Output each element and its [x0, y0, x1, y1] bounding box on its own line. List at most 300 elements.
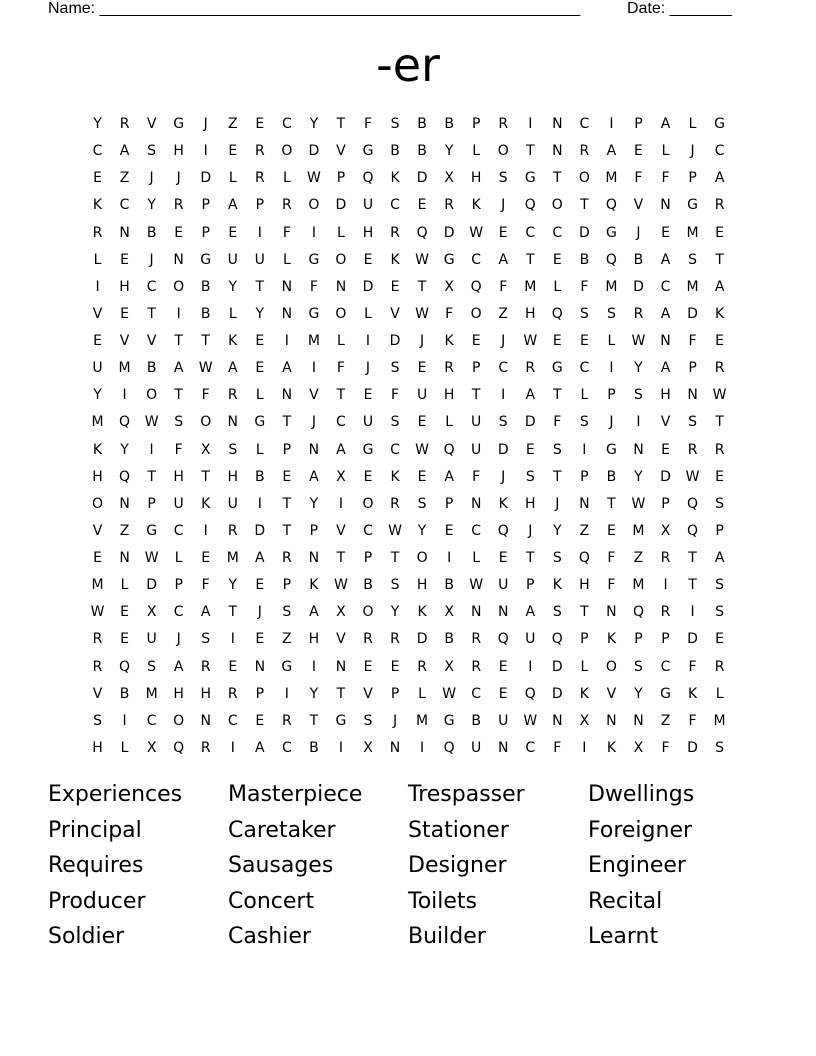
- grid-letter[interactable]: U: [416, 387, 428, 404]
- grid-letter[interactable]: Z: [660, 712, 671, 729]
- grid-letter[interactable]: A: [309, 604, 319, 621]
- grid-letter[interactable]: W: [523, 712, 538, 729]
- grid-letter[interactable]: L: [472, 550, 481, 566]
- grid-letter[interactable]: V: [660, 414, 671, 431]
- grid-letter[interactable]: M: [118, 360, 131, 377]
- grid-letter[interactable]: X: [146, 604, 157, 621]
- grid-letter[interactable]: Z: [579, 522, 590, 539]
- grid-letter[interactable]: T: [525, 550, 535, 566]
- grid-letter[interactable]: N: [281, 305, 293, 322]
- grid-letter[interactable]: Q: [497, 631, 509, 648]
- grid-letter[interactable]: E: [498, 658, 508, 675]
- grid-letter[interactable]: A: [255, 739, 265, 756]
- grid-letter[interactable]: C: [336, 414, 346, 431]
- grid-letter[interactable]: W: [442, 685, 457, 702]
- grid-letter[interactable]: P: [607, 387, 616, 404]
- grid-letter[interactable]: E: [498, 685, 508, 702]
- grid-letter[interactable]: K: [92, 441, 103, 458]
- grid-letter[interactable]: R: [660, 550, 671, 566]
- grid-letter[interactable]: Y: [228, 577, 238, 594]
- grid-letter[interactable]: E: [715, 468, 725, 485]
- grid-letter[interactable]: E: [579, 333, 589, 349]
- grid-letter[interactable]: G: [605, 224, 617, 241]
- grid-letter[interactable]: Z: [119, 170, 130, 187]
- grid-letter[interactable]: E: [417, 414, 427, 431]
- grid-letter[interactable]: C: [281, 739, 292, 756]
- grid-letter[interactable]: V: [92, 685, 103, 702]
- grid-letter[interactable]: A: [336, 441, 346, 458]
- grid-letter[interactable]: V: [363, 685, 373, 702]
- grid-letter[interactable]: I: [149, 441, 154, 458]
- grid-letter[interactable]: W: [334, 577, 348, 594]
- grid-letter[interactable]: I: [257, 224, 262, 241]
- grid-letter[interactable]: P: [661, 631, 670, 648]
- grid-letter[interactable]: E: [120, 251, 129, 268]
- grid-letter[interactable]: R: [200, 658, 211, 675]
- grid-letter[interactable]: H: [92, 739, 103, 756]
- grid-letter[interactable]: N: [389, 739, 401, 756]
- grid-letter[interactable]: D: [633, 278, 644, 295]
- grid-letter[interactable]: X: [444, 278, 454, 295]
- grid-letter[interactable]: T: [201, 468, 210, 485]
- grid-letter[interactable]: D: [416, 170, 428, 187]
- grid-letter[interactable]: N: [660, 197, 671, 214]
- grid-letter[interactable]: E: [255, 577, 265, 594]
- grid-letter[interactable]: C: [498, 360, 509, 377]
- grid-letter[interactable]: J: [176, 170, 181, 187]
- grid-letter[interactable]: T: [553, 468, 562, 485]
- grid-letter[interactable]: N: [606, 604, 617, 621]
- grid-letter[interactable]: S: [363, 712, 373, 729]
- grid-letter[interactable]: I: [122, 387, 127, 404]
- grid-letter[interactable]: B: [417, 143, 427, 160]
- grid-letter[interactable]: E: [363, 387, 373, 404]
- grid-letter[interactable]: R: [444, 197, 454, 214]
- grid-letter[interactable]: R: [525, 360, 536, 377]
- grid-letter[interactable]: E: [255, 333, 265, 349]
- grid-letter[interactable]: K: [687, 685, 698, 702]
- grid-letter[interactable]: O: [92, 495, 104, 512]
- grid-letter[interactable]: T: [174, 387, 183, 404]
- grid-letter[interactable]: A: [173, 360, 184, 377]
- grid-letter[interactable]: M: [632, 522, 645, 539]
- grid-letter[interactable]: F: [445, 305, 454, 322]
- grid-letter[interactable]: T: [417, 278, 427, 295]
- grid-letter[interactable]: N: [173, 251, 184, 268]
- grid-letter[interactable]: J: [311, 414, 316, 431]
- grid-letter[interactable]: I: [338, 739, 344, 756]
- grid-letter[interactable]: C: [227, 712, 238, 729]
- grid-letter[interactable]: L: [472, 143, 481, 160]
- grid-letter[interactable]: M: [632, 577, 645, 594]
- grid-letter[interactable]: B: [444, 631, 454, 648]
- grid-letter[interactable]: V: [146, 333, 157, 349]
- grid-letter[interactable]: S: [552, 604, 562, 621]
- grid-letter[interactable]: Q: [524, 197, 536, 214]
- grid-letter[interactable]: F: [688, 712, 697, 729]
- grid-letter[interactable]: E: [255, 712, 265, 729]
- grid-letter[interactable]: B: [579, 251, 590, 268]
- grid-letter[interactable]: F: [201, 577, 210, 594]
- grid-letter[interactable]: T: [471, 387, 481, 404]
- grid-letter[interactable]: N: [281, 387, 293, 404]
- grid-letter[interactable]: Q: [470, 278, 482, 295]
- grid-letter[interactable]: V: [119, 333, 130, 349]
- grid-letter[interactable]: R: [363, 631, 373, 648]
- grid-letter[interactable]: B: [633, 251, 644, 268]
- grid-letter[interactable]: N: [470, 604, 482, 621]
- grid-letter[interactable]: T: [147, 305, 156, 322]
- grid-letter[interactable]: E: [120, 305, 129, 322]
- grid-letter[interactable]: S: [147, 143, 157, 160]
- grid-letter[interactable]: N: [552, 712, 563, 729]
- grid-letter[interactable]: E: [120, 604, 129, 621]
- grid-letter[interactable]: C: [471, 522, 482, 539]
- grid-letter[interactable]: P: [688, 360, 697, 377]
- grid-letter[interactable]: L: [445, 414, 454, 431]
- grid-letter[interactable]: G: [200, 251, 212, 268]
- grid-letter[interactable]: K: [444, 333, 454, 349]
- grid-letter[interactable]: K: [417, 604, 427, 621]
- grid-letter[interactable]: Y: [93, 116, 102, 132]
- grid-letter[interactable]: X: [200, 441, 211, 458]
- grid-letter[interactable]: X: [363, 739, 373, 756]
- grid-letter[interactable]: G: [443, 712, 455, 729]
- grid-letter[interactable]: E: [363, 658, 373, 675]
- grid-letter[interactable]: X: [146, 739, 157, 756]
- grid-letter[interactable]: G: [308, 251, 320, 268]
- grid-letter[interactable]: I: [311, 360, 316, 377]
- grid-letter[interactable]: E: [255, 360, 265, 377]
- grid-letter[interactable]: O: [362, 604, 374, 621]
- grid-letter[interactable]: T: [282, 414, 292, 431]
- grid-letter[interactable]: M: [91, 414, 104, 431]
- grid-letter[interactable]: I: [311, 224, 316, 241]
- grid-letter[interactable]: N: [254, 658, 266, 675]
- grid-letter[interactable]: D: [416, 631, 428, 648]
- grid-letter[interactable]: S: [201, 631, 211, 648]
- grid-letter[interactable]: U: [146, 631, 157, 648]
- grid-letter[interactable]: W: [469, 577, 484, 594]
- grid-letter[interactable]: U: [498, 712, 509, 729]
- grid-letter[interactable]: A: [714, 278, 725, 295]
- grid-letter[interactable]: K: [390, 170, 400, 187]
- grid-letter[interactable]: X: [633, 739, 644, 756]
- grid-letter[interactable]: T: [390, 550, 400, 566]
- grid-letter[interactable]: W: [306, 170, 321, 187]
- grid-letter[interactable]: E: [471, 333, 481, 349]
- grid-letter[interactable]: Y: [417, 522, 427, 539]
- grid-letter[interactable]: W: [198, 360, 213, 377]
- grid-letter[interactable]: C: [390, 441, 400, 458]
- grid-letter[interactable]: R: [390, 495, 400, 512]
- grid-letter[interactable]: B: [606, 468, 617, 485]
- grid-letter[interactable]: R: [471, 658, 482, 675]
- grid-letter[interactable]: I: [609, 360, 614, 377]
- grid-letter[interactable]: N: [281, 278, 293, 295]
- grid-letter[interactable]: H: [200, 685, 211, 702]
- grid-letter[interactable]: P: [336, 170, 346, 187]
- grid-letter[interactable]: Y: [120, 441, 129, 458]
- grid-letter[interactable]: P: [255, 685, 265, 702]
- grid-letter[interactable]: C: [714, 143, 725, 160]
- grid-letter[interactable]: Q: [687, 522, 699, 539]
- grid-letter[interactable]: V: [390, 305, 400, 322]
- grid-letter[interactable]: J: [257, 604, 262, 621]
- grid-letter[interactable]: H: [173, 685, 184, 702]
- grid-letter[interactable]: J: [365, 360, 371, 377]
- grid-letter[interactable]: O: [281, 143, 293, 160]
- grid-letter[interactable]: S: [147, 658, 157, 675]
- grid-letter[interactable]: G: [687, 197, 698, 214]
- grid-letter[interactable]: K: [390, 468, 400, 485]
- grid-letter[interactable]: R: [92, 224, 103, 241]
- grid-letter[interactable]: C: [173, 522, 184, 539]
- grid-letter[interactable]: Z: [119, 522, 130, 539]
- grid-letter[interactable]: C: [471, 251, 482, 268]
- grid-letter[interactable]: L: [661, 143, 670, 160]
- grid-letter[interactable]: E: [363, 468, 373, 485]
- grid-letter[interactable]: L: [364, 305, 372, 322]
- grid-letter[interactable]: R: [227, 522, 238, 539]
- grid-letter[interactable]: T: [147, 468, 156, 485]
- grid-letter[interactable]: N: [552, 116, 563, 132]
- grid-letter[interactable]: P: [580, 468, 589, 485]
- grid-letter[interactable]: X: [444, 170, 454, 187]
- grid-letter[interactable]: C: [146, 712, 157, 729]
- grid-letter[interactable]: K: [471, 197, 481, 214]
- grid-letter[interactable]: L: [337, 224, 345, 241]
- grid-letter[interactable]: T: [282, 495, 292, 512]
- grid-letter[interactable]: T: [688, 577, 697, 594]
- grid-letter[interactable]: F: [499, 278, 508, 295]
- grid-letter[interactable]: K: [606, 631, 616, 648]
- grid-letter[interactable]: U: [525, 631, 536, 648]
- grid-letter[interactable]: I: [203, 143, 208, 160]
- grid-letter[interactable]: P: [201, 197, 210, 214]
- grid-letter[interactable]: Q: [173, 739, 185, 756]
- grid-letter[interactable]: E: [417, 360, 427, 377]
- grid-letter[interactable]: R: [390, 631, 400, 648]
- grid-letter[interactable]: L: [282, 251, 291, 268]
- grid-letter[interactable]: P: [471, 360, 481, 377]
- grid-letter[interactable]: W: [469, 224, 484, 241]
- grid-letter[interactable]: H: [443, 387, 455, 404]
- grid-letter[interactable]: E: [552, 251, 562, 268]
- grid-letter[interactable]: G: [254, 414, 266, 431]
- grid-letter[interactable]: U: [362, 414, 374, 431]
- grid-letter[interactable]: C: [363, 522, 373, 539]
- grid-letter[interactable]: Q: [119, 414, 131, 431]
- grid-letter[interactable]: Y: [309, 116, 319, 132]
- grid-letter[interactable]: W: [388, 522, 402, 539]
- grid-letter[interactable]: N: [119, 550, 130, 566]
- grid-letter[interactable]: R: [660, 604, 671, 621]
- grid-letter[interactable]: H: [173, 468, 184, 485]
- grid-letter[interactable]: A: [444, 468, 454, 485]
- grid-letter[interactable]: H: [660, 387, 671, 404]
- grid-letter[interactable]: T: [282, 522, 292, 539]
- grid-letter[interactable]: W: [631, 333, 646, 349]
- grid-letter[interactable]: S: [688, 251, 697, 268]
- grid-letter[interactable]: S: [715, 495, 725, 512]
- grid-letter[interactable]: N: [687, 387, 698, 404]
- grid-letter[interactable]: Y: [634, 685, 643, 702]
- grid-letter[interactable]: J: [176, 631, 181, 648]
- grid-letter[interactable]: F: [661, 170, 670, 187]
- grid-letter[interactable]: R: [498, 116, 509, 132]
- grid-letter[interactable]: S: [498, 170, 508, 187]
- grid-letter[interactable]: N: [335, 278, 347, 295]
- grid-letter[interactable]: Q: [551, 631, 563, 648]
- grid-letter[interactable]: I: [230, 631, 235, 648]
- grid-letter[interactable]: W: [144, 550, 159, 566]
- grid-letter[interactable]: E: [93, 170, 102, 187]
- grid-letter[interactable]: E: [363, 251, 373, 268]
- grid-letter[interactable]: M: [713, 712, 726, 729]
- grid-letter[interactable]: A: [200, 604, 211, 621]
- grid-letter[interactable]: C: [173, 604, 184, 621]
- grid-letter[interactable]: I: [284, 685, 289, 702]
- grid-letter[interactable]: Y: [255, 305, 265, 322]
- grid-letter[interactable]: Q: [632, 604, 644, 621]
- grid-letter[interactable]: M: [145, 685, 158, 702]
- grid-letter[interactable]: W: [712, 387, 727, 404]
- grid-letter[interactable]: B: [309, 739, 319, 756]
- grid-letter[interactable]: L: [580, 658, 589, 675]
- grid-letter[interactable]: E: [120, 631, 129, 648]
- grid-letter[interactable]: B: [444, 577, 454, 594]
- grid-letter[interactable]: Q: [687, 495, 699, 512]
- grid-letter[interactable]: F: [336, 360, 345, 377]
- grid-letter[interactable]: T: [336, 685, 346, 702]
- grid-letter[interactable]: H: [525, 495, 536, 512]
- grid-letter[interactable]: I: [636, 414, 641, 431]
- grid-letter[interactable]: T: [255, 278, 265, 295]
- grid-letter[interactable]: E: [715, 631, 725, 648]
- grid-letter[interactable]: S: [228, 441, 238, 458]
- grid-letter[interactable]: Y: [309, 685, 319, 702]
- grid-letter[interactable]: K: [579, 685, 589, 702]
- grid-letter[interactable]: E: [174, 224, 184, 241]
- grid-letter[interactable]: A: [660, 305, 671, 322]
- grid-letter[interactable]: D: [524, 414, 536, 431]
- grid-letter[interactable]: S: [498, 414, 508, 431]
- grid-letter[interactable]: H: [119, 278, 130, 295]
- grid-letter[interactable]: R: [254, 143, 265, 160]
- grid-letter[interactable]: K: [498, 495, 508, 512]
- grid-letter[interactable]: R: [714, 441, 725, 458]
- grid-letter[interactable]: G: [173, 116, 185, 132]
- grid-letter[interactable]: J: [149, 251, 154, 268]
- grid-letter[interactable]: T: [336, 387, 346, 404]
- grid-letter[interactable]: R: [92, 631, 103, 648]
- grid-letter[interactable]: N: [470, 495, 482, 512]
- grid-letter[interactable]: A: [173, 658, 184, 675]
- grid-letter[interactable]: V: [336, 522, 346, 539]
- grid-letter[interactable]: S: [715, 577, 725, 594]
- grid-letter[interactable]: J: [392, 712, 398, 729]
- grid-letter[interactable]: Z: [498, 305, 509, 322]
- grid-letter[interactable]: P: [201, 224, 210, 241]
- grid-letter[interactable]: D: [551, 658, 563, 675]
- grid-letter[interactable]: Y: [444, 143, 454, 160]
- grid-letter[interactable]: U: [92, 360, 103, 377]
- grid-letter[interactable]: G: [281, 658, 293, 675]
- grid-letter[interactable]: L: [120, 739, 129, 756]
- grid-letter[interactable]: Q: [362, 170, 374, 187]
- grid-letter[interactable]: K: [390, 251, 400, 268]
- grid-letter[interactable]: Y: [93, 387, 102, 404]
- grid-letter[interactable]: L: [715, 685, 724, 702]
- grid-letter[interactable]: S: [390, 360, 400, 377]
- grid-letter[interactable]: I: [122, 712, 127, 729]
- grid-letter[interactable]: E: [661, 441, 670, 458]
- grid-letter[interactable]: C: [660, 278, 671, 295]
- grid-letter[interactable]: D: [389, 333, 401, 349]
- grid-letter[interactable]: B: [390, 143, 400, 160]
- name-field[interactable]: ______________________________________________________: [99, 0, 581, 17]
- grid-letter[interactable]: L: [282, 170, 291, 187]
- grid-letter[interactable]: D: [687, 739, 698, 756]
- grid-letter[interactable]: F: [661, 739, 670, 756]
- grid-letter[interactable]: E: [634, 143, 643, 160]
- grid-letter[interactable]: N: [335, 658, 347, 675]
- grid-letter[interactable]: V: [309, 387, 319, 404]
- grid-letter[interactable]: B: [444, 116, 454, 132]
- grid-letter[interactable]: I: [311, 658, 316, 675]
- grid-letter[interactable]: N: [308, 441, 320, 458]
- grid-letter[interactable]: P: [147, 495, 156, 512]
- grid-letter[interactable]: C: [146, 278, 157, 295]
- grid-letter[interactable]: B: [255, 468, 265, 485]
- grid-letter[interactable]: O: [362, 495, 374, 512]
- grid-letter[interactable]: D: [308, 143, 320, 160]
- grid-letter[interactable]: Y: [390, 604, 400, 621]
- grid-letter[interactable]: D: [660, 468, 671, 485]
- grid-letter[interactable]: Y: [228, 278, 238, 295]
- grid-letter[interactable]: S: [417, 495, 427, 512]
- grid-letter[interactable]: C: [390, 197, 400, 214]
- grid-letter[interactable]: P: [661, 495, 670, 512]
- grid-letter[interactable]: R: [254, 170, 265, 187]
- grid-letter[interactable]: Y: [147, 197, 156, 214]
- grid-letter[interactable]: T: [525, 251, 535, 268]
- grid-letter[interactable]: I: [284, 333, 289, 349]
- grid-letter[interactable]: S: [634, 387, 643, 404]
- grid-letter[interactable]: L: [255, 441, 264, 458]
- grid-letter[interactable]: A: [498, 251, 509, 268]
- grid-letter[interactable]: A: [525, 604, 536, 621]
- grid-letter[interactable]: J: [609, 414, 614, 431]
- grid-letter[interactable]: A: [119, 143, 130, 160]
- grid-letter[interactable]: C: [660, 658, 671, 675]
- grid-letter[interactable]: J: [501, 468, 506, 485]
- grid-letter[interactable]: F: [688, 658, 697, 675]
- grid-letter[interactable]: Q: [443, 441, 455, 458]
- grid-letter[interactable]: Z: [633, 550, 644, 566]
- grid-letter[interactable]: D: [254, 522, 266, 539]
- grid-letter[interactable]: L: [174, 550, 183, 566]
- grid-letter[interactable]: R: [92, 658, 103, 675]
- grid-letter[interactable]: R: [227, 685, 238, 702]
- grid-letter[interactable]: N: [633, 712, 644, 729]
- grid-letter[interactable]: D: [687, 631, 698, 648]
- grid-letter[interactable]: R: [227, 387, 238, 404]
- grid-letter[interactable]: F: [201, 387, 210, 404]
- grid-letter[interactable]: N: [227, 414, 238, 431]
- grid-letter[interactable]: U: [362, 197, 374, 214]
